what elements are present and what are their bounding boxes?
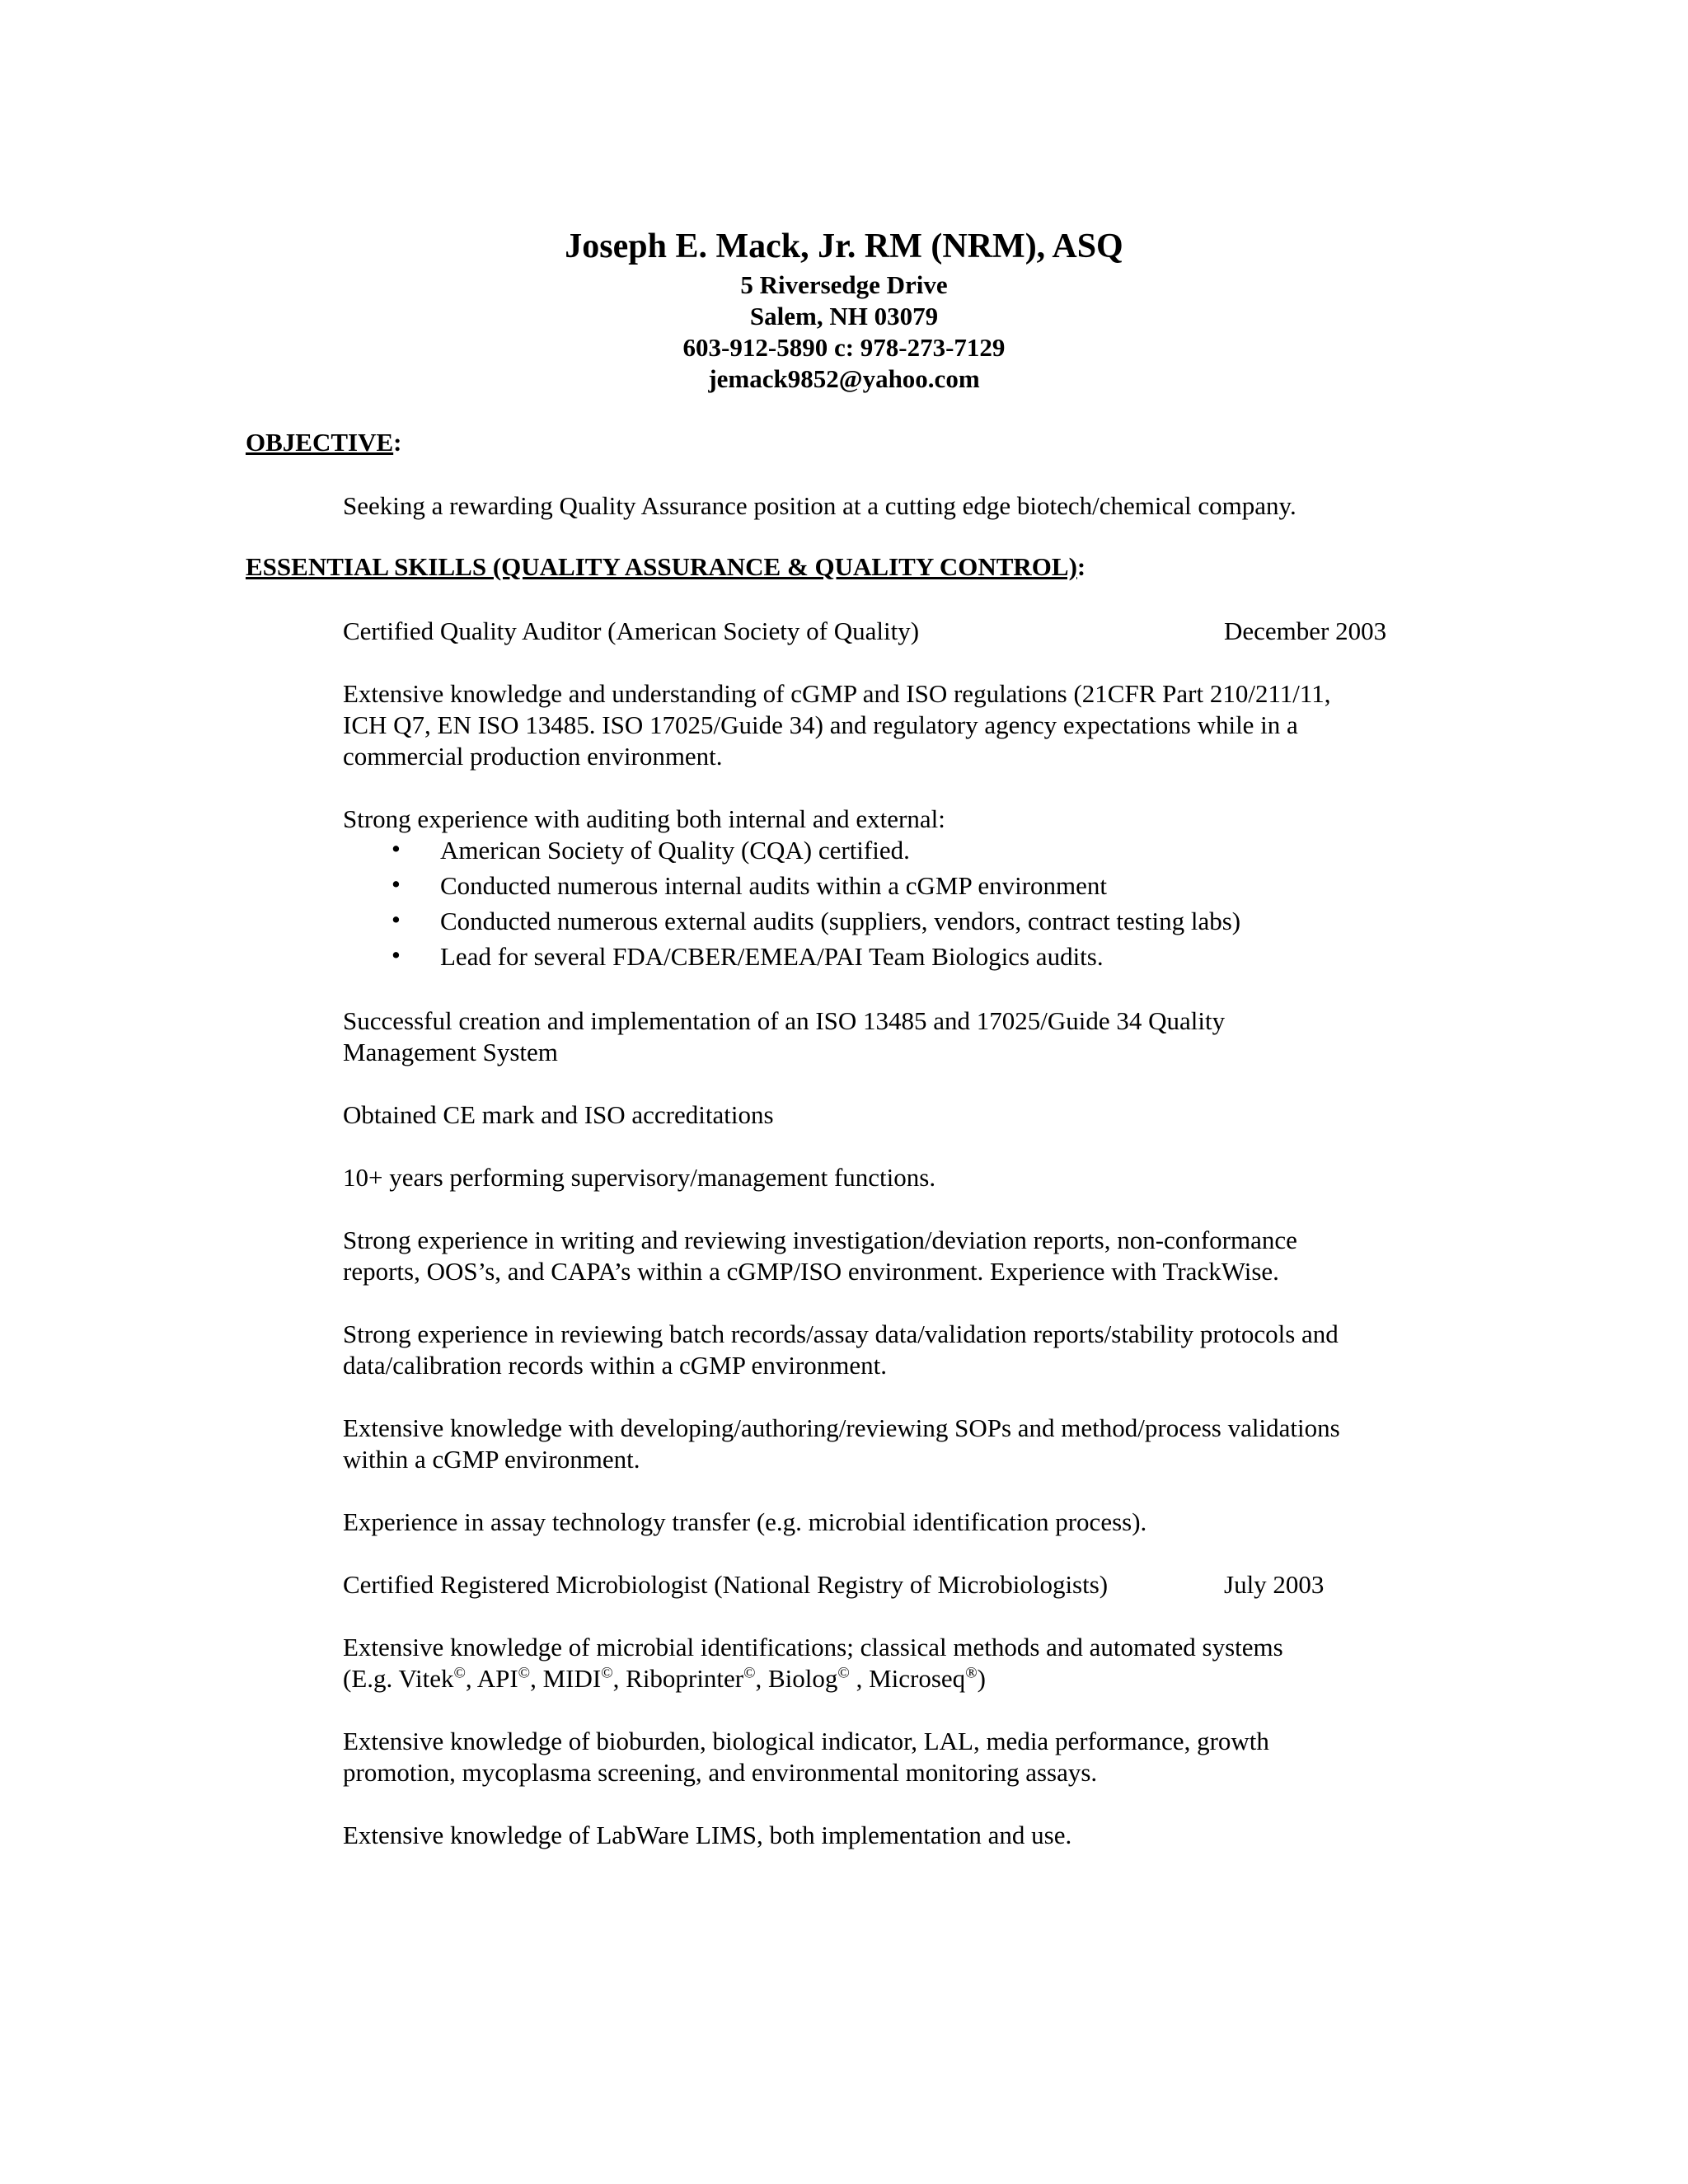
copyright-mark: © — [743, 1664, 756, 1682]
list-item: Conducted numerous external audits (suppliers, vendors, contract testing labs) — [440, 907, 1241, 935]
sop-line-2: within a cGMP environment. — [343, 1445, 640, 1474]
micro-line-1: Extensive knowledge of microbial identifications; classical methods and automated systems — [343, 1633, 1283, 1661]
cqa-certification: Certified Quality Auditor (American Society of Quality) — [343, 616, 920, 645]
bio-line-1: Extensive knowledge of bioburden, biological indicator, LAL, media performance, growth — [343, 1727, 1269, 1755]
list-item: Lead for several FDA/CBER/EMEA/PAI Team Biologics audits. — [440, 942, 1104, 971]
objective-text: Seeking a rewarding Quality Assurance position at a cutting edge biotech/chemical company. — [343, 491, 1296, 520]
bullet-icon: • — [392, 905, 401, 934]
micro-systems-text: ) — [977, 1664, 986, 1693]
cgmp-line-2: ICH Q7, EN ISO 13485. ISO 17025/Guide 34) and regulatory agency expectations while in a — [343, 710, 1298, 739]
iso-line-2: Management System — [343, 1038, 558, 1066]
ce-mark: Obtained CE mark and ISO accreditations — [343, 1100, 774, 1129]
list-item: American Society of Quality (CQA) certified. — [440, 836, 910, 865]
micro-systems-text: (E.g. Vitek — [343, 1664, 454, 1693]
bio-line-2: promotion, mycoplasma screening, and environmental monitoring assays. — [343, 1758, 1098, 1787]
micro-systems-text: , Biolog — [755, 1664, 838, 1693]
rm-certification: Certified Registered Microbiologist (National Registry of Microbiologists) — [343, 1570, 1109, 1599]
auditing-intro: Strong experience with auditing both internal and external: — [343, 804, 945, 833]
street-address: 5 Riversedge Drive — [740, 270, 948, 299]
objective-heading-colon: : — [393, 428, 402, 457]
skills-heading — [246, 552, 1085, 582]
micro-line-2 — [343, 1662, 986, 1694]
objective-heading — [246, 428, 402, 457]
cqa-date: December 2003 — [1224, 616, 1387, 645]
rm-date: July 2003 — [1224, 1570, 1325, 1599]
reports-line-2: reports, OOS’s, and CAPA’s within a cGMP/ISO environment. Experience with TrackWise. — [343, 1257, 1279, 1286]
micro-systems-text: , API — [465, 1664, 518, 1693]
candidate-name: Joseph E. Mack, Jr. RM (NRM), ASQ — [565, 227, 1123, 265]
phone-numbers: 603-912-5890 c: 978-273-7129 — [682, 333, 1006, 362]
objective-heading-text: OBJECTIVE — [246, 428, 394, 457]
batch-line-1: Strong experience in reviewing batch records/assay data/validation reports/stability protocols and — [343, 1319, 1339, 1348]
copyright-mark: © — [453, 1664, 466, 1682]
supervisory-experience: 10+ years performing supervisory/management functions. — [343, 1163, 936, 1192]
lims-experience: Extensive knowledge of LabWare LIMS, both implementation and use. — [343, 1821, 1072, 1849]
sop-line-1: Extensive knowledge with developing/authoring/reviewing SOPs and method/process validations — [343, 1413, 1340, 1442]
registered-mark: ® — [965, 1664, 978, 1682]
iso-line-1: Successful creation and implementation of an ISO 13485 and 17025/Guide 34 Quality — [343, 1006, 1226, 1035]
list-item: Conducted numerous internal audits within a cGMP environment — [440, 871, 1108, 900]
city-state-zip: Salem, NH 03079 — [749, 302, 939, 330]
technology-transfer: Experience in assay technology transfer (e.g. microbial identification process). — [343, 1507, 1147, 1536]
cgmp-line-1: Extensive knowledge and understanding of cGMP and ISO regulations (21CFR Part 210/211/11, — [343, 679, 1331, 708]
reports-line-1: Strong experience in writing and reviewing investigation/deviation reports, non-conformance — [343, 1226, 1297, 1254]
skills-heading-colon: : — [1076, 552, 1086, 581]
bullet-icon: • — [392, 834, 401, 863]
copyright-mark: © — [518, 1664, 531, 1682]
micro-systems-text: , Microseq — [849, 1664, 966, 1693]
copyright-mark: © — [601, 1664, 613, 1682]
cgmp-line-3: commercial production environment. — [343, 742, 723, 771]
email-address: jemack9852@yahoo.com — [708, 364, 980, 393]
micro-systems-text: , MIDI — [530, 1664, 602, 1693]
bullet-icon: • — [392, 940, 401, 969]
batch-line-2: data/calibration records within a cGMP environment. — [343, 1351, 887, 1380]
skills-heading-text: ESSENTIAL SKILLS (QUALITY ASSURANCE & QUALITY CONTROL) — [246, 552, 1077, 581]
copyright-mark: © — [837, 1664, 850, 1682]
bullet-icon: • — [392, 869, 401, 898]
micro-systems-text: , Riboprinter — [612, 1664, 744, 1693]
